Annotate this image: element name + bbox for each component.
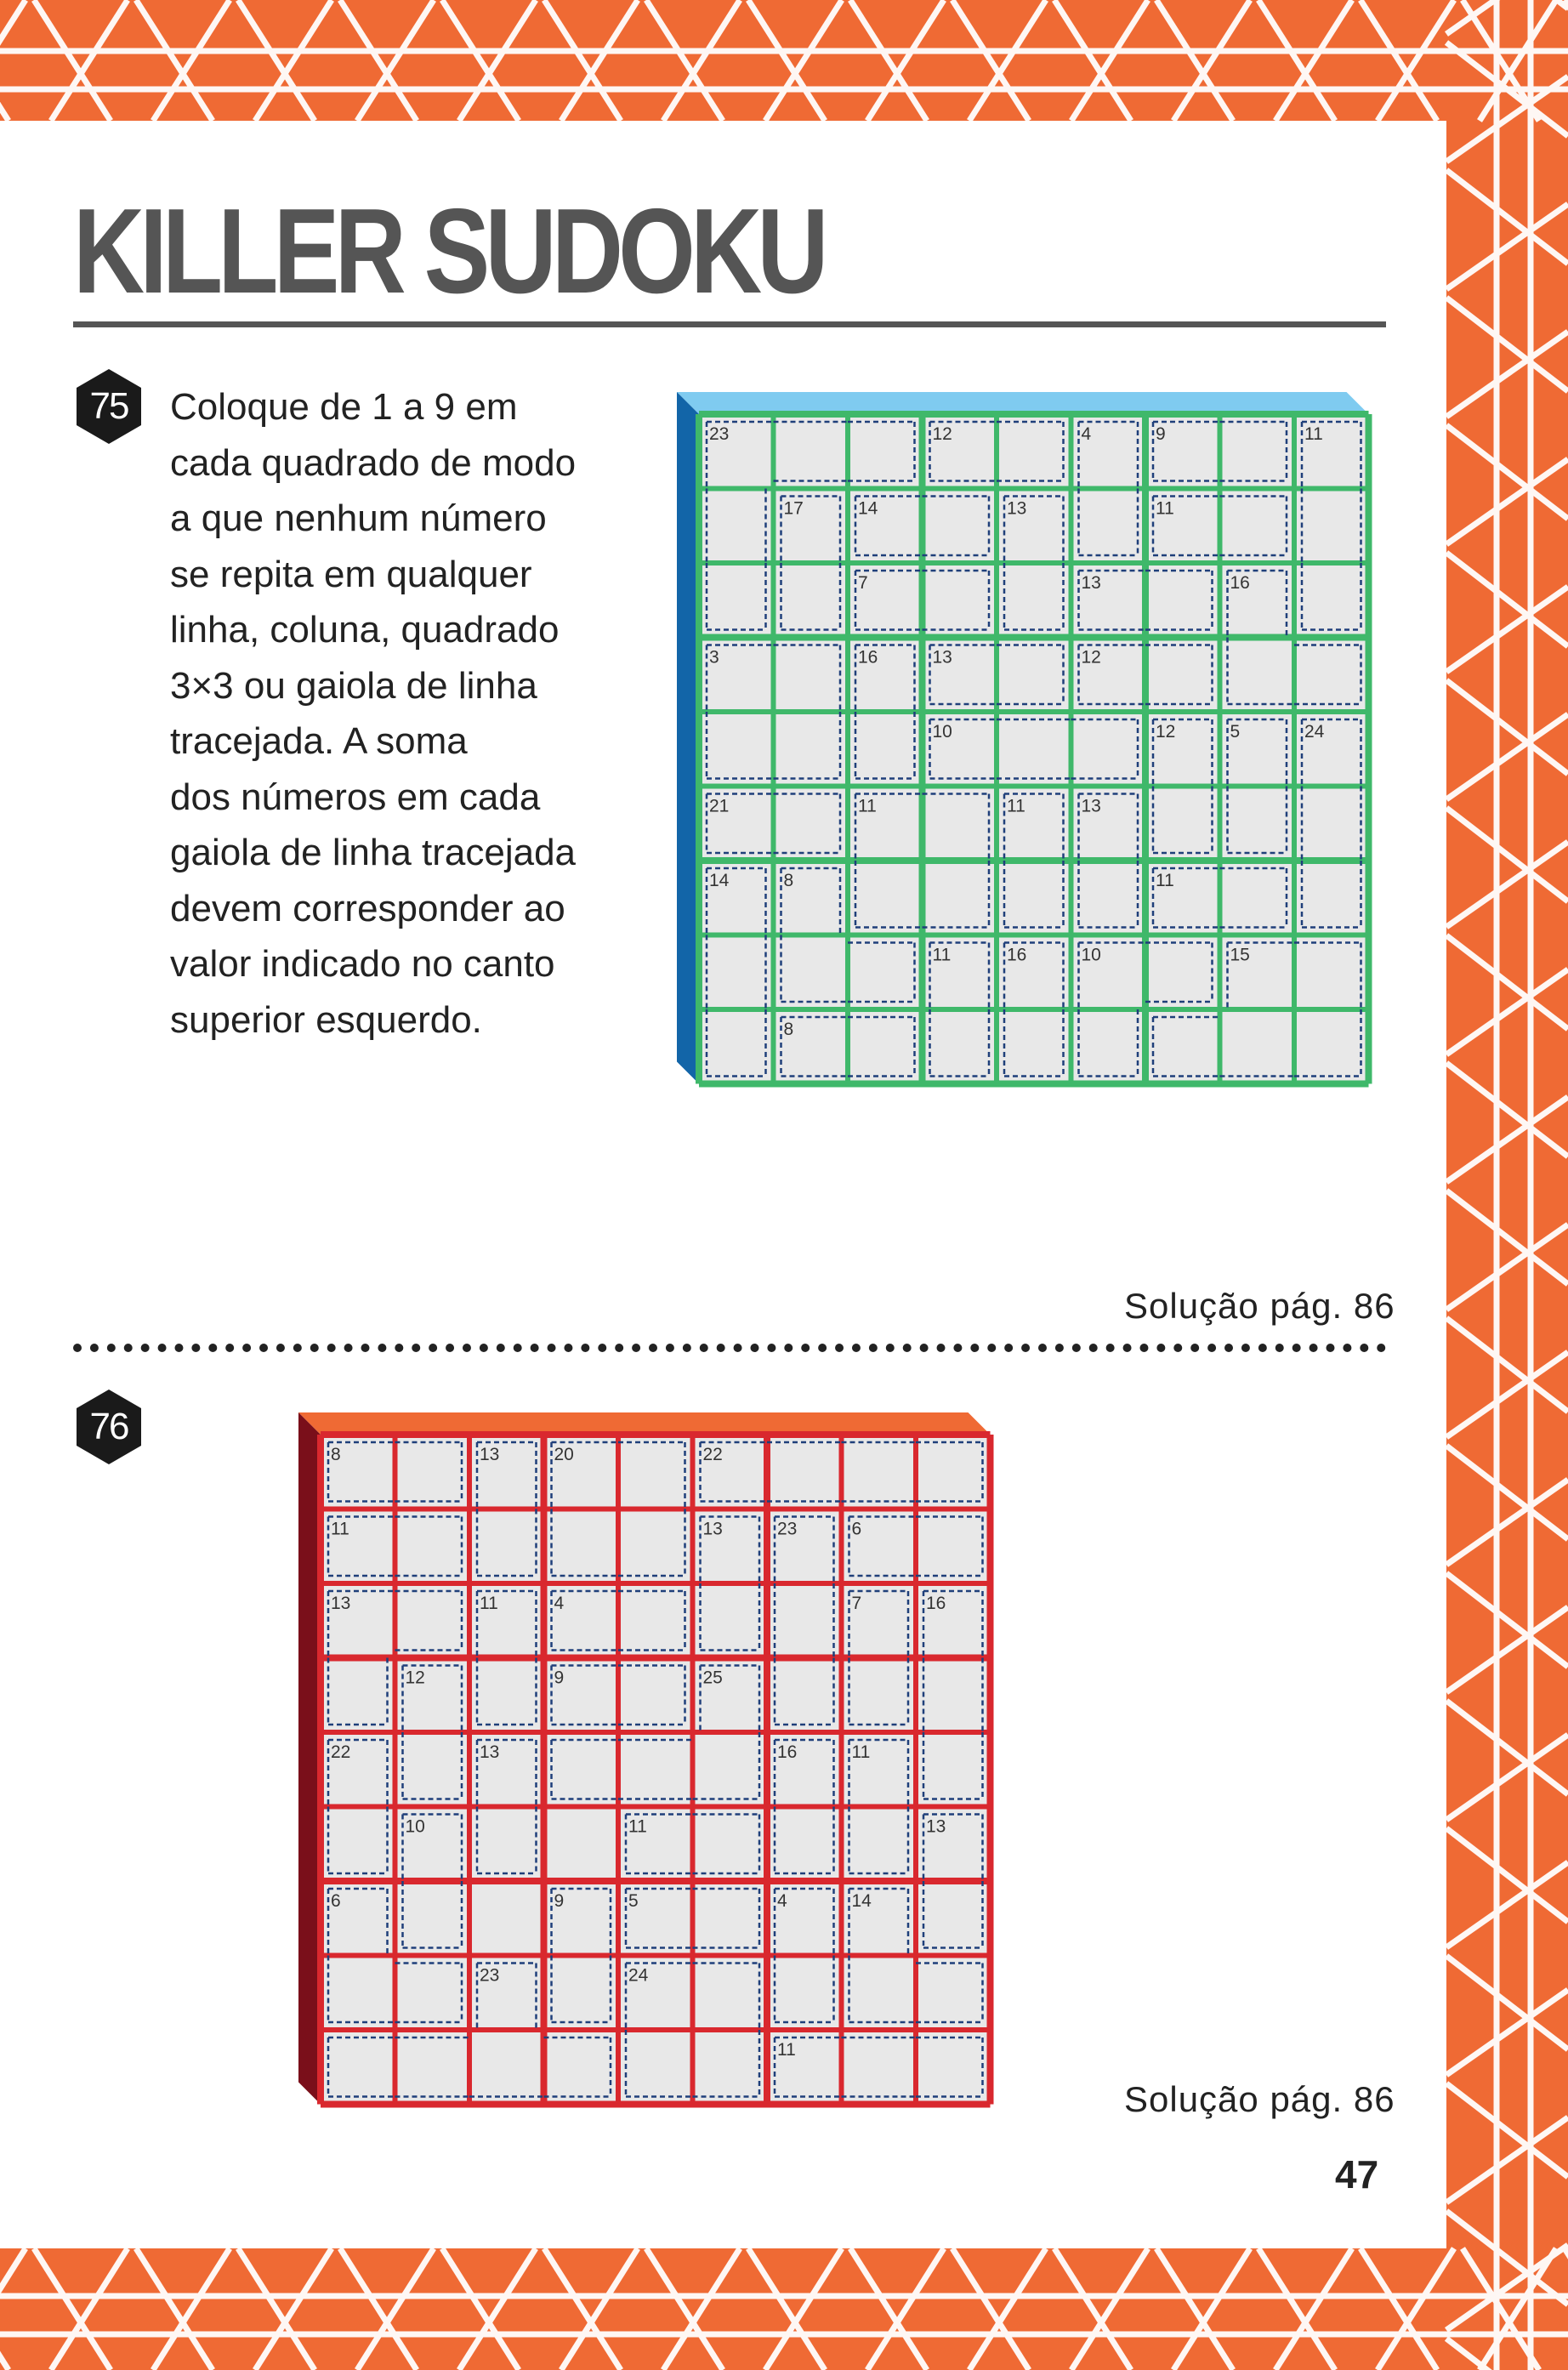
cage-sum: 22 xyxy=(331,1742,351,1762)
grid-cell[interactable] xyxy=(770,1437,839,1507)
grid-cell[interactable] xyxy=(696,1735,765,1804)
grid-cell[interactable] xyxy=(850,1012,920,1082)
grid-cell[interactable] xyxy=(1148,789,1218,859)
cage-sum: 10 xyxy=(932,722,952,742)
puzzle-number: 76 xyxy=(89,1406,128,1447)
cage-sum: 7 xyxy=(851,1594,862,1613)
grid-cell[interactable] xyxy=(472,1884,542,1953)
grid-cell[interactable] xyxy=(702,938,771,1008)
grid-cell[interactable] xyxy=(621,1735,690,1804)
grid-cell[interactable] xyxy=(398,1512,468,1582)
grid-cell[interactable] xyxy=(1223,492,1292,561)
grid-cell[interactable] xyxy=(776,640,846,710)
cage-sum: 12 xyxy=(405,1668,425,1688)
grid-cell[interactable] xyxy=(918,1735,988,1804)
grid-cell[interactable] xyxy=(547,2032,616,2102)
grid-cell[interactable] xyxy=(398,1735,468,1804)
cage-sum: 25 xyxy=(702,1668,723,1688)
solution-reference: Solução pág. 86 xyxy=(1124,2079,1395,2119)
grid-cell[interactable] xyxy=(844,2032,914,2102)
grid-cell[interactable] xyxy=(702,714,771,784)
grid-cell[interactable] xyxy=(696,1586,765,1656)
cage-sum: 12 xyxy=(1156,722,1176,742)
cage-sum: 23 xyxy=(709,424,730,444)
grid-cell[interactable] xyxy=(1223,1012,1292,1082)
grid-cell[interactable] xyxy=(547,1810,616,1879)
cage-sum: 14 xyxy=(858,498,878,519)
cage-sum: 23 xyxy=(777,1519,798,1539)
cage-sum: 11 xyxy=(1156,871,1174,890)
grid-cell[interactable] xyxy=(1148,1012,1218,1082)
grid-cell[interactable] xyxy=(1223,417,1292,486)
cage-sum: 11 xyxy=(1156,498,1174,519)
grid-cell[interactable] xyxy=(999,714,1069,784)
page-number: 47 xyxy=(1335,2152,1379,2197)
cage-sum: 16 xyxy=(1230,573,1250,593)
cage-sum: 24 xyxy=(628,1965,649,1986)
grid-cell[interactable] xyxy=(999,566,1069,635)
grid-cell[interactable] xyxy=(1297,492,1366,561)
grid-cell[interactable] xyxy=(999,1012,1069,1082)
cage-sum: 13 xyxy=(1081,796,1101,816)
grid-cell[interactable] xyxy=(925,492,995,561)
cage-sum: 11 xyxy=(777,2040,796,2060)
grid-cell[interactable] xyxy=(1297,789,1366,859)
grid-cell[interactable] xyxy=(472,1810,542,1879)
cage-sum: 11 xyxy=(480,1594,498,1613)
grid-cell[interactable] xyxy=(1148,938,1218,1008)
grid-cell[interactable] xyxy=(1223,640,1292,710)
box-divider xyxy=(919,414,926,1084)
grid-cell[interactable] xyxy=(918,1958,988,2028)
grid-cell[interactable] xyxy=(999,417,1069,486)
box-divider xyxy=(321,1655,991,1662)
cage-sum: 13 xyxy=(1081,573,1101,593)
cage-sum: 13 xyxy=(480,1742,500,1762)
grid-cell[interactable] xyxy=(696,1884,765,1953)
grid-cell[interactable] xyxy=(621,1586,690,1656)
instruction-line: valor indicado no canto xyxy=(170,943,555,985)
cage-sum: 4 xyxy=(777,1891,787,1911)
cage-sum: 10 xyxy=(1081,945,1101,965)
grid-cell[interactable] xyxy=(844,1661,914,1731)
grid-cell[interactable] xyxy=(696,1810,765,1879)
grid-cell[interactable] xyxy=(702,492,771,561)
cage-sum: 5 xyxy=(628,1891,639,1911)
cage-sum: 23 xyxy=(480,1965,500,1986)
grid-cell[interactable] xyxy=(398,1586,468,1656)
grid-cell[interactable] xyxy=(770,1661,839,1731)
box-divider xyxy=(1366,414,1372,1084)
cage-sum: 8 xyxy=(783,871,794,890)
box-divider xyxy=(699,857,1369,864)
grid-cell[interactable] xyxy=(925,566,995,635)
cage-sum: 6 xyxy=(851,1519,862,1539)
sudoku-grid-76[interactable] xyxy=(293,1407,1012,2130)
cage-sum: 13 xyxy=(480,1445,500,1464)
grid-cell[interactable] xyxy=(844,1437,914,1507)
cage-sum: 17 xyxy=(783,498,804,519)
grid-cell[interactable] xyxy=(323,1661,393,1731)
page-title: KILLER SUDOKU xyxy=(73,184,824,319)
grid-cell[interactable] xyxy=(398,1958,468,2028)
grid-cell[interactable] xyxy=(1074,1012,1144,1082)
box-divider xyxy=(696,414,702,1084)
box-divider xyxy=(764,1435,770,2105)
box-divider xyxy=(699,634,1369,641)
cage-sum: 13 xyxy=(932,647,952,668)
instruction-line: dos números em cada xyxy=(170,776,541,818)
cage-sum: 20 xyxy=(554,1445,574,1464)
cage-sum: 13 xyxy=(1007,498,1027,519)
grid-cell[interactable] xyxy=(1297,938,1366,1008)
grid-cell[interactable] xyxy=(323,2032,393,2102)
cage-sum: 11 xyxy=(331,1519,349,1539)
grid-cell[interactable] xyxy=(621,1661,690,1731)
grid-cell[interactable] xyxy=(1148,640,1218,710)
box-divider xyxy=(987,1435,994,2105)
cage-sum: 21 xyxy=(709,796,730,816)
box-divider xyxy=(321,1431,991,1438)
instruction-line: devem corresponder ao xyxy=(170,887,565,929)
puzzle-number-badge xyxy=(70,367,148,446)
cage-sum: 11 xyxy=(858,796,877,816)
grid-cell[interactable] xyxy=(925,1012,995,1082)
grid-cell[interactable] xyxy=(696,2032,765,2102)
grid-cell[interactable] xyxy=(472,1661,542,1731)
cage-sum: 16 xyxy=(926,1594,946,1613)
grid-cell[interactable] xyxy=(547,1512,616,1582)
cage-sum: 4 xyxy=(1081,424,1092,444)
box-divider xyxy=(699,411,1369,418)
section-separator xyxy=(73,1344,1386,1352)
grid-cell[interactable] xyxy=(844,1958,914,2028)
grid-cell[interactable] xyxy=(925,863,995,933)
instruction-line: a que nenhum número xyxy=(170,497,547,539)
solution-reference: Solução pág. 86 xyxy=(1124,1286,1395,1326)
cage-sum: 13 xyxy=(331,1594,351,1613)
cage-sum: 3 xyxy=(709,647,719,668)
grid-cell[interactable] xyxy=(850,714,920,784)
cage-sum: 16 xyxy=(858,647,878,668)
grid-cell[interactable] xyxy=(776,789,846,859)
instruction-line: Coloque de 1 a 9 em xyxy=(170,386,518,428)
box-divider xyxy=(1142,414,1149,1084)
cage-sum: 16 xyxy=(1007,945,1027,965)
grid-cell[interactable] xyxy=(1148,566,1218,635)
cage-sum: 11 xyxy=(628,1816,647,1837)
grid-cell[interactable] xyxy=(621,1437,690,1507)
instruction-line: se repita em qualquer xyxy=(170,553,532,595)
grid-cell[interactable] xyxy=(850,417,920,486)
grid-cell[interactable] xyxy=(918,1884,988,1953)
grid-cell[interactable] xyxy=(1297,1012,1366,1082)
grid-cell[interactable] xyxy=(398,1437,468,1507)
cage-sum: 5 xyxy=(1230,722,1241,742)
grid-cell[interactable] xyxy=(770,1586,839,1656)
grid-cell[interactable] xyxy=(776,566,846,635)
cage-sum: 13 xyxy=(926,1816,946,1837)
cage-sum: 9 xyxy=(554,1891,565,1911)
grid-cell[interactable] xyxy=(323,1958,393,2028)
instruction-line: 3×3 ou gaiola de linha xyxy=(170,664,537,707)
instruction-line: linha, coluna, quadrado xyxy=(170,609,560,651)
grid-cell[interactable] xyxy=(1223,863,1292,933)
cage-sum: 8 xyxy=(783,1020,794,1039)
grid-cell[interactable] xyxy=(472,2032,542,2102)
cage-sum: 14 xyxy=(851,1891,872,1911)
grid-cell[interactable] xyxy=(621,2032,690,2102)
instruction-line: gaiola de linha tracejada xyxy=(170,832,577,873)
instructions xyxy=(170,379,646,1048)
cage-sum: 6 xyxy=(331,1891,341,1911)
cage-sum: 11 xyxy=(1304,424,1323,444)
grid-cell[interactable] xyxy=(1074,492,1144,561)
grid-cell[interactable] xyxy=(1297,640,1366,710)
box-divider xyxy=(699,1081,1369,1088)
grid-cell[interactable] xyxy=(472,1512,542,1582)
grid-cell[interactable] xyxy=(776,714,846,784)
instruction-line: cada quadrado de modo xyxy=(170,441,577,484)
grid-cell[interactable] xyxy=(1223,789,1292,859)
cage-sum: 16 xyxy=(777,1742,798,1762)
grid-cell[interactable] xyxy=(323,1810,393,1879)
cage-sum: 11 xyxy=(1007,796,1025,816)
grid-cell[interactable] xyxy=(547,1958,616,2028)
cage-sum: 12 xyxy=(932,424,952,444)
cage-sum: 12 xyxy=(1081,647,1101,668)
grid-cell[interactable] xyxy=(925,789,995,859)
grid-cell[interactable] xyxy=(1074,714,1144,784)
grid-cell[interactable] xyxy=(918,2032,988,2102)
cage-sum: 9 xyxy=(554,1668,565,1688)
box-divider xyxy=(321,1878,991,1884)
cage-sum: 15 xyxy=(1230,945,1250,965)
cage-sum: 11 xyxy=(932,945,952,965)
cage-sum: 9 xyxy=(1156,424,1166,444)
sudoku-grid-75[interactable] xyxy=(672,387,1390,1110)
box-divider xyxy=(321,2101,991,2108)
cage-sum: 14 xyxy=(709,871,730,890)
box-divider xyxy=(317,1435,324,2105)
cage-sum: 11 xyxy=(851,1742,871,1762)
grid-cell[interactable] xyxy=(398,1884,468,1953)
grid-cell[interactable] xyxy=(547,1735,616,1804)
cage-sum: 8 xyxy=(331,1445,341,1464)
grid-cell[interactable] xyxy=(776,938,846,1008)
cage-sum: 7 xyxy=(858,573,868,593)
puzzle-number-badge xyxy=(70,1388,148,1466)
instruction-line: tracejada. A soma xyxy=(170,720,468,762)
grid-cell[interactable] xyxy=(850,863,920,933)
cage-sum: 4 xyxy=(554,1594,565,1613)
grid-cell[interactable] xyxy=(702,566,771,635)
grid-cell[interactable] xyxy=(918,1512,988,1582)
puzzle-number: 75 xyxy=(89,385,128,427)
instruction-line: superior esquerdo. xyxy=(170,998,482,1041)
cage-sum: 24 xyxy=(1304,722,1325,742)
grid-cell[interactable] xyxy=(398,2032,468,2102)
grid-cell[interactable] xyxy=(850,938,920,1008)
cage-sum: 10 xyxy=(405,1816,425,1837)
box-divider xyxy=(541,1435,548,2105)
grid-cell[interactable] xyxy=(770,1958,839,2028)
grid-cell[interactable] xyxy=(1297,863,1366,933)
grid-cell[interactable] xyxy=(999,863,1069,933)
grid-cell[interactable] xyxy=(918,1661,988,1731)
grid-cell[interactable] xyxy=(776,417,846,486)
grid-cell[interactable] xyxy=(702,1012,771,1082)
cage-sum: 13 xyxy=(702,1519,723,1539)
grid-cell[interactable] xyxy=(999,640,1069,710)
cage-sum: 22 xyxy=(702,1445,723,1464)
grid-cell[interactable] xyxy=(621,1512,690,1582)
grid-cell[interactable] xyxy=(844,1810,914,1879)
grid-cell[interactable] xyxy=(918,1437,988,1507)
grid-cell[interactable] xyxy=(696,1958,765,2028)
grid-cell[interactable] xyxy=(770,1810,839,1879)
grid-cell[interactable] xyxy=(1297,566,1366,635)
grid-cell[interactable] xyxy=(1074,863,1144,933)
title-rule xyxy=(73,321,1386,327)
